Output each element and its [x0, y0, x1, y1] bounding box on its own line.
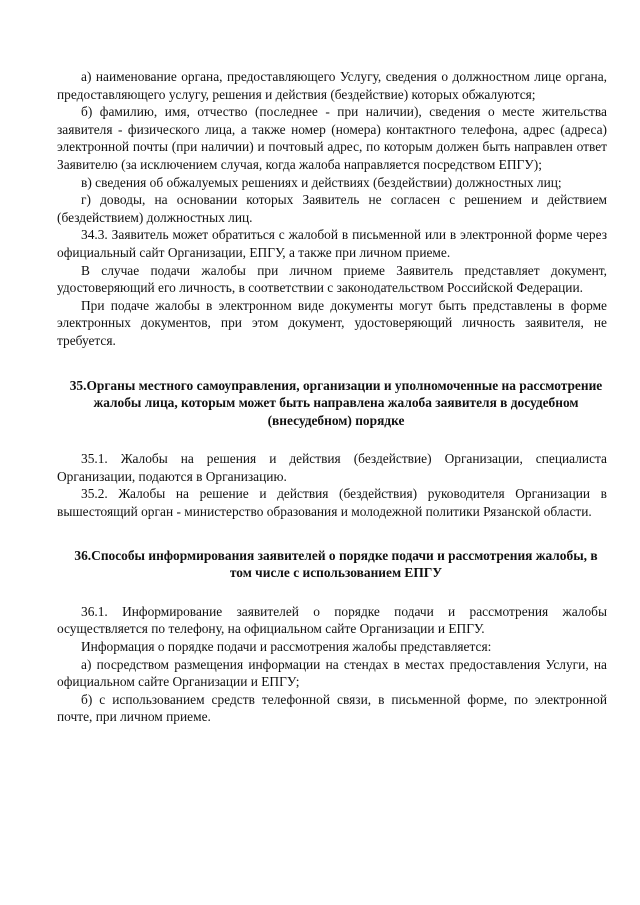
spacer — [57, 350, 607, 377]
paragraph-item-a: а) наименование органа, предоставляющего Услугу, сведения о должностном лице органа, предоставляющего услугу, решения и действия (бездействие) которых обжалуются; — [57, 69, 607, 102]
paragraph-item-g: г) доводы, на основании которых Заявитель не согласен с решением и действием (бездействием) должностных лиц. — [57, 192, 607, 225]
paragraph-36-1: 36.1. Информирование заявителей о порядке подачи и рассмотрения жалобы осуществляется по телефону, на официальном сайте Организации и ЕПГУ. — [57, 603, 607, 637]
paragraph-36-item-a: а) посредством размещения информации на стендах в местах предоставления Услуги, на официальном сайте Организации и ЕПГУ; — [57, 656, 607, 690]
paragraph-personal-reception: В случае подачи жалобы при личном приеме Заявитель представляет документ, удостоверяющий его личность, в соответствии с законодательством Российской Федерации. — [57, 262, 607, 296]
paragraph-item-b: б) фамилию, имя, отчество (последнее - при наличии), сведения о месте жительства заявителя - физического лица, а также номер (номера) контактного телефона, адрес (адреса) электронной почты (при наличии) и почтовый адрес, по которым должен быть направлен ответ Заявителю (за исключением случая, когда жалоба направляется посредством ЕПГУ); — [57, 104, 607, 172]
paragraph-info-provided: Информация о порядке подачи и рассмотрения жалобы представляется: — [81, 639, 492, 655]
spacer — [57, 582, 607, 603]
section-36-heading: 36.Способы информирования заявителей о порядке подачи и рассмотрения жалобы, в том числе с использованием ЕПГУ — [74, 547, 598, 581]
document-page — [57, 68, 607, 726]
spacer — [57, 521, 607, 547]
paragraph-35-2: 35.2. Жалобы на решение и действия (бездействия) руководителя Организации в вышестоящий орган - министерство образования и молодежной политики Рязанской области. — [57, 486, 607, 520]
paragraph-35-1: 35.1. Жалобы на решения и действия (бездействие) Организации, специалиста Организации, подаются в Организацию. — [57, 451, 607, 484]
paragraph-electronic-submission: При подаче жалобы в электронном виде документы могут быть представлены в форме электронных документов, при этом документ, удостоверяющий личность заявителя, не требуется. — [57, 297, 607, 348]
paragraph-34-3: 34.3. Заявитель может обратиться с жалобой в письменной или в электронной форме через официальный сайт Организации, ЕПГУ, а также при личном приеме. — [57, 227, 607, 260]
spacer — [57, 429, 607, 450]
paragraph-item-v: в) сведения об обжалуемых решениях и действиях (бездействии) должностных лиц; — [81, 174, 562, 190]
paragraph-36-item-b: б) с использованием средств телефонной связи, в письменной форме, по электронной почте, при личном приеме. — [57, 691, 607, 725]
section-35-heading: 35.Органы местного самоуправления, организации и уполномоченные на рассмотрение жалобы лица, которым может быть направлена жалоба заявителя в досудебном (внесудебном) порядке — [69, 377, 603, 428]
